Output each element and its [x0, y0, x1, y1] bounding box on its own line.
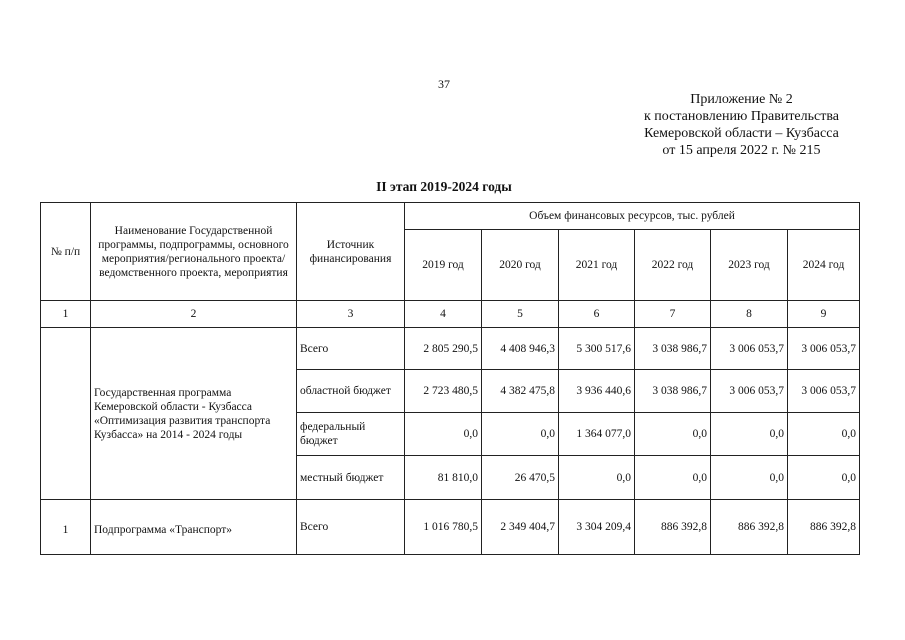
value-cell: 3 006 053,7 [711, 370, 788, 413]
header-name: Наименование Государственной программы, подпрограммы, основного мероприятия/регионального проекта/ведомственного проекта, мероприятия [91, 203, 297, 301]
value-cell: 4 408 946,3 [482, 328, 559, 370]
value-cell: 0,0 [711, 413, 788, 456]
value-cell: 0,0 [405, 413, 482, 456]
header-year: 2019 год [405, 230, 482, 301]
page-number: 37 [438, 77, 450, 91]
value-cell: 1 016 780,5 [405, 500, 482, 555]
table-row [41, 500, 860, 555]
column-number: 3 [297, 301, 405, 328]
appendix-block [644, 91, 839, 159]
funding-source: Всего [297, 328, 405, 370]
value-cell: 3 006 053,7 [788, 370, 860, 413]
value-cell: 0,0 [635, 456, 711, 500]
column-number: 4 [405, 301, 482, 328]
column-number: 6 [559, 301, 635, 328]
appendix-line: от 15 апреля 2022 г. № 215 [662, 143, 821, 158]
value-cell: 0,0 [635, 413, 711, 456]
value-cell: 5 300 517,6 [559, 328, 635, 370]
value-cell: 0,0 [788, 413, 860, 456]
value-cell: 3 304 209,4 [559, 500, 635, 555]
header-source: Источник финансирования [297, 203, 405, 301]
value-cell: 2 723 480,5 [405, 370, 482, 413]
column-number: 5 [482, 301, 559, 328]
appendix-line: к постановлению Правительства [643, 109, 839, 124]
budget-table [40, 202, 860, 555]
funding-source: местный бюджет [297, 456, 405, 500]
header-year: 2020 год [482, 230, 559, 301]
header-year: 2024 год [788, 230, 860, 301]
value-cell: 81 810,0 [405, 456, 482, 500]
value-cell: 3 936 440,6 [559, 370, 635, 413]
value-cell: 886 392,8 [635, 500, 711, 555]
funding-source: Всего [297, 500, 405, 555]
appendix-line: Кемеровской области – Кузбасса [644, 126, 839, 141]
header-year: 2022 год [635, 230, 711, 301]
column-number: 8 [711, 301, 788, 328]
column-number: 7 [635, 301, 711, 328]
value-cell: 0,0 [482, 413, 559, 456]
header-year: 2021 год [559, 230, 635, 301]
value-cell: 0,0 [559, 456, 635, 500]
table-row [41, 328, 860, 370]
column-numbers-row [41, 301, 860, 328]
value-cell: 3 038 986,7 [635, 328, 711, 370]
value-cell: 3 006 053,7 [788, 328, 860, 370]
header-row [41, 203, 860, 230]
header-num: № п/п [41, 203, 91, 301]
value-cell: 3 006 053,7 [711, 328, 788, 370]
value-cell: 886 392,8 [788, 500, 860, 555]
appendix-line: Приложение № 2 [690, 92, 793, 107]
row-num: 1 [41, 500, 91, 555]
funding-source: федеральный бюджет [297, 413, 405, 456]
row-num [41, 328, 91, 500]
column-number: 9 [788, 301, 860, 328]
value-cell: 2 349 404,7 [482, 500, 559, 555]
stage-title: II этап 2019-2024 годы [376, 179, 512, 194]
value-cell: 2 805 290,5 [405, 328, 482, 370]
header-volume: Объем финансовых ресурсов, тыс. рублей [405, 203, 860, 230]
funding-source: областной бюджет [297, 370, 405, 413]
value-cell: 3 038 986,7 [635, 370, 711, 413]
column-number: 1 [41, 301, 91, 328]
value-cell: 1 364 077,0 [559, 413, 635, 456]
program-name: Государственная программа Кемеровской области - Кузбасса «Оптимизация развития транспорта Кузбасса» на 2014 - 2024 годы [91, 328, 297, 500]
value-cell: 0,0 [788, 456, 860, 500]
header-year: 2023 год [711, 230, 788, 301]
value-cell: 26 470,5 [482, 456, 559, 500]
value-cell: 4 382 475,8 [482, 370, 559, 413]
subprogram-name: Подпрограмма «Транспорт» [91, 500, 297, 555]
value-cell: 886 392,8 [711, 500, 788, 555]
column-number: 2 [91, 301, 297, 328]
value-cell: 0,0 [711, 456, 788, 500]
